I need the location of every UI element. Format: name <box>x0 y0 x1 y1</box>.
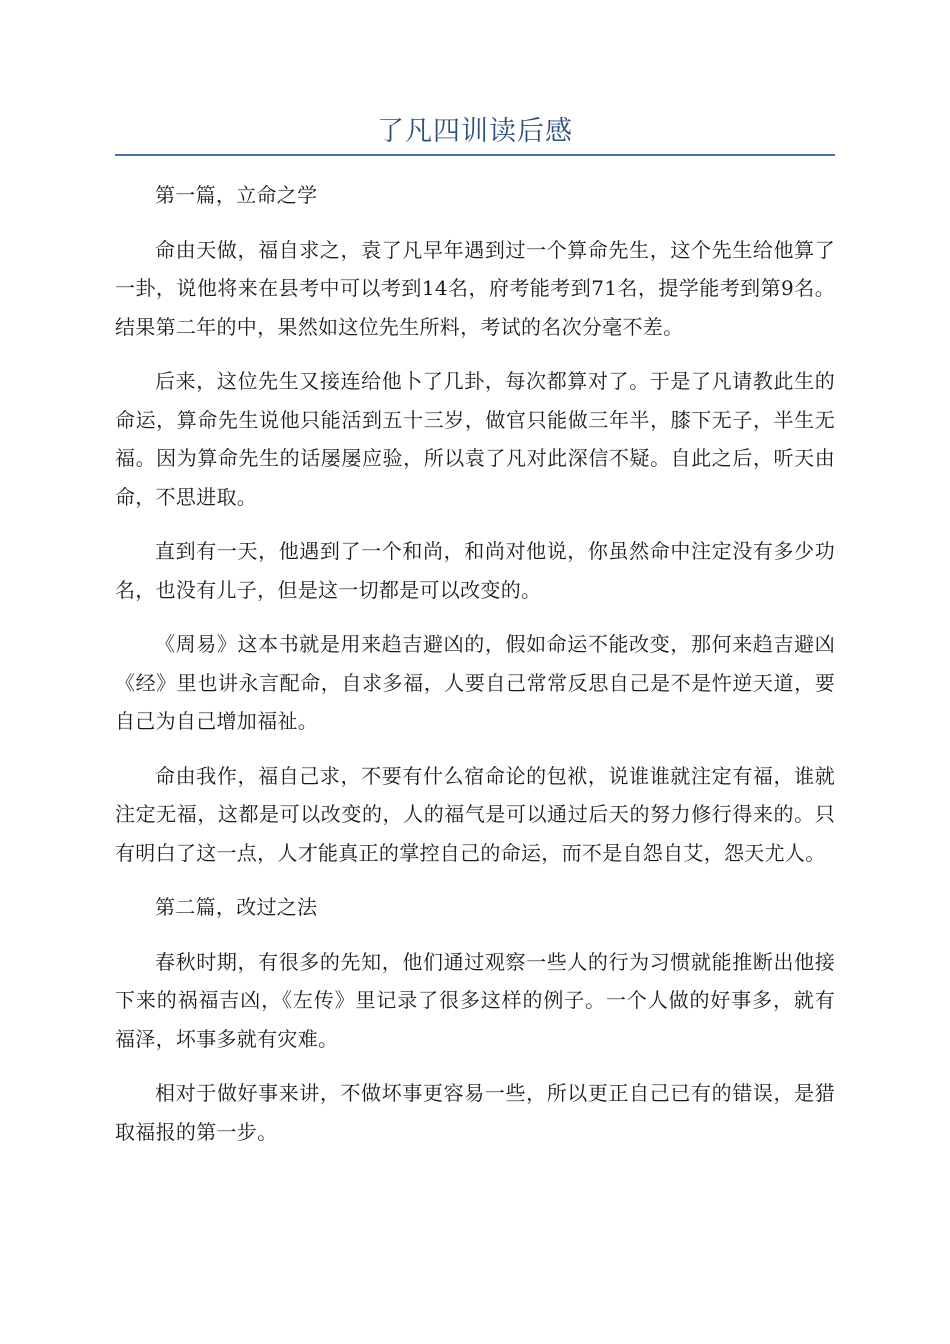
section-heading-1: 第一篇，立命之学 <box>155 183 318 207</box>
paragraph: 命由天做，福自求之，袁了凡早年遇到过一个算命先生，这个先生给他算了一卦，说他将来在县考中可以考到14名，府考能考到71名，提学能考到第9名。结果第二年的中，果然如这位先生所料，考试的名次分毫不差。 <box>115 237 835 339</box>
document-title: 了凡四训读后感 <box>377 116 573 147</box>
paragraph: 相对于做好事来讲，不做坏事更容易一些，所以更正自己已有的错误，是猎取福报的第一步。 <box>115 1081 835 1144</box>
section-heading-2: 第二篇，改过之法 <box>155 895 318 919</box>
paragraph: 直到有一天，他遇到了一个和尚，和尚对他说，你虽然命中注定没有多少功名，也没有儿子，但是这一切都是可以改变的。 <box>115 539 835 602</box>
paragraph: 春秋时期，有很多的先知，他们通过观察一些人的行为习惯就能推断出他接下来的祸福吉凶，《左传》里记录了很多这样的例子。一个人做的好事多，就有福泽，坏事多就有灾难。 <box>115 949 835 1051</box>
paragraph: 《周易》这本书就是用来趋吉避凶的，假如命运不能改变，那何来趋吉避凶《经》里也讲永言配命，自求多福，人要自己常常反思自己是不是忤逆天道，要自己为自己增加福祉。 <box>115 632 835 733</box>
document-body <box>115 176 835 1167</box>
title-underline <box>115 154 835 156</box>
paragraph: 命由我作，福自己求，不要有什么宿命论的包袱，说谁谁就注定有福，谁就注定无福，这都是可以改变的，人的福气是可以通过后天的努力修行得来的。只有明白了这一点，人才能真正的掌控自己的命运，而不是自怨自艾，怨天尤人。 <box>115 763 835 865</box>
paragraph: 后来，这位先生又接连给他卜了几卦，每次都算对了。于是了凡请教此生的命运，算命先生说他只能活到五十三岁，做官只能做三年半，膝下无子，半生无福。因为算命先生的话屡屡应验，所以袁了凡对此深信不疑。自此之后，听天由命，不思进取。 <box>115 369 835 509</box>
